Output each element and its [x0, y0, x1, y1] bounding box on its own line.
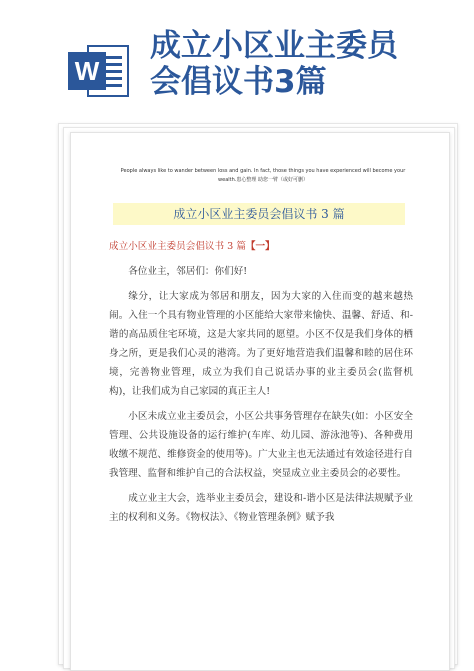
quote-line-1: People always like to wander between loss and gain. In fact, those things you have experienced will become your	[120, 168, 406, 174]
document-page	[70, 132, 450, 671]
section-title-text: 成立小区业主委员会倡议书 3 篇	[109, 241, 246, 252]
section-title	[109, 237, 413, 256]
paragraph: 缘分，让大家成为邻居和朋友，因为大家的入住而变的越来越热闹。入住一个具有物业管理的小区能给大家带来愉快、温馨、舒适、和-谐的高品质住宅环境，这是大家共同的愿望。小区不仅是我们身体的栖身之所，更是我们心灵的港湾。为了更好地营造我们温馨和睦的居住环境，完善物业管理，成立为我们自己说话办事的业主委员会(监督机构)，让我们成为自己家园的真正主人!	[109, 291, 413, 397]
page-title	[150, 28, 398, 100]
paragraph: 小区未成立业主委员会，小区公共事务管理存在缺失(如：小区安全管理、公共设施设备的运行维护(车库、幼儿园、游泳池等)、各种费用收缴不规范、维修资金的使用等)。广大业主也无法通过有效途径进行自我管理、监督和维护自己的合法权益，突显成立业主委员会的必要性。	[109, 411, 413, 479]
svg-text:W: W	[74, 56, 100, 86]
title-line-1: 成立小区业主委员	[150, 28, 398, 64]
header	[0, 0, 474, 122]
title-line-2: 会倡议书3篇	[150, 64, 327, 100]
quote-line-2: wealth.患心整理 助您一臂（或好可删）	[218, 177, 308, 183]
document-title-banner: 成立小区业主委员会倡议书 3 篇	[113, 203, 405, 225]
header-quote	[113, 167, 413, 185]
document-body	[109, 233, 413, 533]
paragraph: 各位业主，邻居们：你们好!	[128, 266, 248, 277]
section-number: 【一】	[245, 241, 275, 252]
paragraph: 成立业主大会，选举业主委员会，建设和-谐小区是法律法规赋予业主的权利和义务。《物权法》、《物业管理条例》赋予我	[109, 493, 413, 523]
word-document-icon	[66, 40, 130, 102]
